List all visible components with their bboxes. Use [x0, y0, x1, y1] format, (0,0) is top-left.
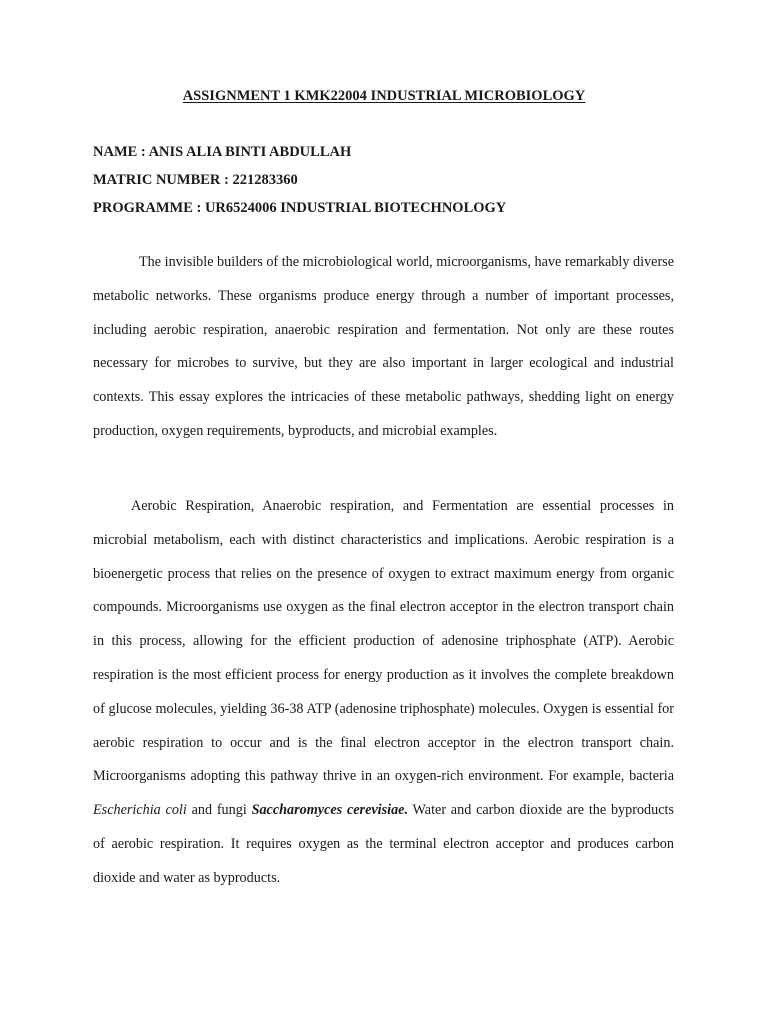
paragraph-aerobic-text-2: and fungi: [186, 802, 252, 819]
paragraph-aerobic-text-3: Water and carbon dioxide are the byproducts of aerobic respiration. It requires oxygen as the terminal electron acceptor and produces carbon dioxide and water as byproducts.: [93, 802, 674, 886]
paragraph-intro: [93, 246, 674, 449]
paragraph-intro-text: The invisible builders of the microbiological world, microorganisms, have remarkably diverse metabolic networks. These organisms produce energy through a number of important processes, including aerobic respiration, anaerobic respiration and fermentation. Not only are these routes necessary for microbes to survive, but they are also important in larger ecological and industrial contexts. This essay explores the intricacies of these metabolic pathways, shedding light on energy production, oxygen requirements, byproducts, and microbial examples.: [93, 254, 674, 439]
matric-number: MATRIC NUMBER : 221283360: [93, 172, 298, 188]
species-escherichia-coli: Escherichia coli: [93, 802, 187, 819]
student-name: NAME : ANIS ALIA BINTI ABDULLAH: [93, 144, 352, 160]
paragraph-aerobic-text-1: Aerobic Respiration, Anaerobic respiration, and Fermentation are essential processes in microbial metabolism, each with distinct characteristics and implications. Aerobic respiration is a bioenergetic process that relies on the presence of oxygen to extract maximum energy from organic compounds. Microorganisms use oxygen as the final electron acceptor in the electron transport chain in this process, allowing for the efficient production of adenosine triphosphate (ATP). Aerobic respiration is the most efficient process for energy production as it involves the complete breakdown of glucose molecules, yielding 36-38 ATP (adenosine triphosphate) molecules. Oxygen is essential for aerobic respiration to occur and is the final electron acceptor in the electron transport chain. Microorganisms adopting this pathway thrive in an oxygen-rich environment. For example, bacteria: [93, 498, 674, 785]
paragraph-aerobic: [93, 490, 674, 896]
assignment-title: ASSIGNMENT 1 KMK22004 INDUSTRIAL MICROBIOLOGY: [182, 88, 586, 104]
programme: PROGRAMME : UR6524006 INDUSTRIAL BIOTECHNOLOGY: [93, 200, 507, 216]
species-saccharomyces-cerevisiae: Saccharomyces cerevisiae.: [251, 802, 409, 819]
